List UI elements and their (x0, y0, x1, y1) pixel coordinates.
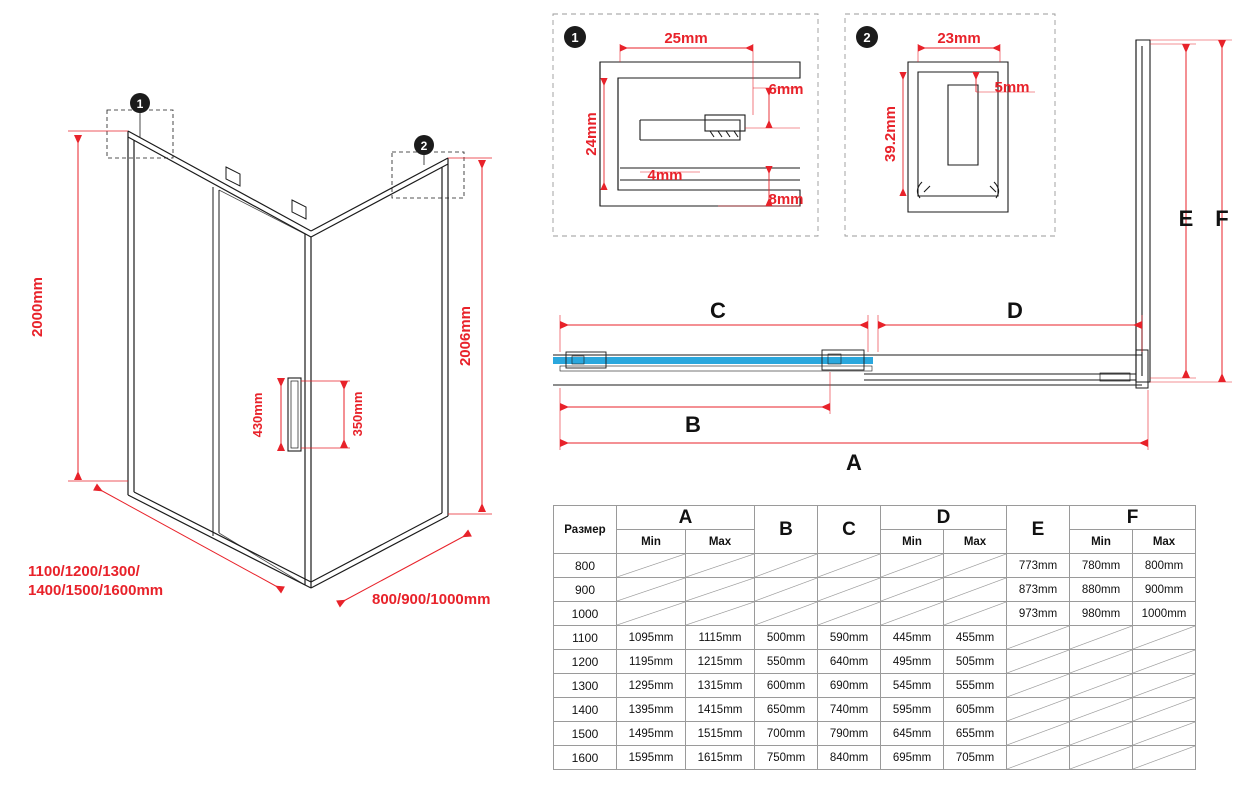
dim-height-2006-label: 2006mm (457, 305, 474, 367)
table-row (554, 674, 1196, 698)
svg-text:2: 2 (863, 30, 871, 45)
cell-f-min: 780mm (1070, 554, 1133, 578)
cell-e: 773mm (1007, 554, 1070, 578)
cell-f-min (1070, 626, 1133, 650)
cell-f-max: 1000mm (1133, 602, 1196, 626)
svg-text:1: 1 (136, 97, 144, 111)
letter-E: E (1178, 206, 1194, 231)
cell-d-min (881, 554, 944, 578)
cell-a-max (686, 602, 755, 626)
cell-d-max: 455mm (944, 626, 1007, 650)
cell-f-min: 880mm (1070, 578, 1133, 602)
table-row (554, 554, 1196, 578)
cell-e (1007, 746, 1070, 770)
table-row (554, 602, 1196, 626)
letter-C: C (710, 298, 726, 323)
cell-a-max: 1615mm (686, 746, 755, 770)
size-table (553, 505, 1196, 770)
row-size-label: 1000 (554, 602, 617, 626)
detail-2-dim-5mm: 5mm (994, 79, 1030, 96)
row-size-label: 900 (554, 578, 617, 602)
table-col-D: D (881, 506, 1007, 530)
letter-B: B (685, 412, 701, 437)
table-row (554, 698, 1196, 722)
cell-f-min (1070, 674, 1133, 698)
table-col-D-min: Min (881, 530, 944, 554)
cell-c (818, 578, 881, 602)
table-col-C: C (818, 506, 881, 554)
table-col-A-min: Min (617, 530, 686, 554)
cell-d-max (944, 554, 1007, 578)
cell-c: 840mm (818, 746, 881, 770)
table-col-F-min: Min (1070, 530, 1133, 554)
cell-f-max (1133, 746, 1196, 770)
size-table-wrap (553, 505, 1196, 770)
cell-f-min (1070, 650, 1133, 674)
width-options-label: 1100/1200/1300/ 1400/1500/1600mm (28, 563, 164, 599)
cell-a-min (617, 602, 686, 626)
cell-f-max (1133, 650, 1196, 674)
cell-a-min: 1395mm (617, 698, 686, 722)
detail-1-dim-25mm: 25mm (664, 30, 708, 47)
svg-text:2: 2 (420, 139, 428, 153)
letter-D: D (1007, 298, 1023, 323)
table-header-row-1 (554, 506, 1196, 530)
dim-A (560, 390, 1148, 450)
detail-2-dim-23mm: 23mm (937, 30, 981, 47)
cell-d-min: 545mm (881, 674, 944, 698)
row-size-label: 1200 (554, 650, 617, 674)
cell-d-max: 705mm (944, 746, 1007, 770)
cell-a-max: 1515mm (686, 722, 755, 746)
table-corner-label: Размер (554, 506, 617, 554)
cell-e: 873mm (1007, 578, 1070, 602)
cell-c: 790mm (818, 722, 881, 746)
cell-c: 590mm (818, 626, 881, 650)
detail-1-dimensions (604, 44, 800, 206)
cell-c: 690mm (818, 674, 881, 698)
cell-c: 740mm (818, 698, 881, 722)
cell-d-max: 505mm (944, 650, 1007, 674)
table-row (554, 746, 1196, 770)
table-col-A: A (617, 506, 755, 530)
cell-a-min (617, 578, 686, 602)
cell-a-max (686, 554, 755, 578)
cell-d-max: 555mm (944, 674, 1007, 698)
cell-d-min: 695mm (881, 746, 944, 770)
enclosure-isometric-view (128, 131, 448, 588)
cell-a-max: 1315mm (686, 674, 755, 698)
row-size-label: 1300 (554, 674, 617, 698)
cell-f-min (1070, 698, 1133, 722)
table-col-A-max: Max (686, 530, 755, 554)
cell-a-min: 1495mm (617, 722, 686, 746)
cell-c: 640mm (818, 650, 881, 674)
cell-e (1007, 650, 1070, 674)
cell-e (1007, 626, 1070, 650)
detail-1-dim-6mm: 6mm (768, 81, 804, 98)
cell-b: 500mm (755, 626, 818, 650)
table-row (554, 650, 1196, 674)
cell-a-max: 1415mm (686, 698, 755, 722)
letter-A: A (846, 450, 862, 475)
cell-d-max (944, 578, 1007, 602)
dim-height-2000-label: 2000mm (29, 276, 46, 338)
cell-e (1007, 722, 1070, 746)
detail-1-dim-8mm: 8mm (768, 191, 804, 208)
cell-c (818, 602, 881, 626)
table-row (554, 626, 1196, 650)
svg-text:1: 1 (571, 30, 579, 45)
table-col-E: E (1007, 506, 1070, 554)
cell-d-max (944, 602, 1007, 626)
cell-b (755, 602, 818, 626)
table-col-F-max: Max (1133, 530, 1196, 554)
cell-f-max (1133, 626, 1196, 650)
cell-f-max (1133, 698, 1196, 722)
cell-f-min (1070, 746, 1133, 770)
dim-handle-350-label: 350mm (350, 391, 365, 437)
cell-e (1007, 674, 1070, 698)
cell-a-max: 1115mm (686, 626, 755, 650)
cell-a-min: 1195mm (617, 650, 686, 674)
row-size-label: 800 (554, 554, 617, 578)
dim-handle-430-label: 430mm (250, 392, 265, 438)
detail-1-dim-24mm: 24mm (583, 112, 600, 156)
table-col-F: F (1070, 506, 1196, 530)
cell-e (1007, 698, 1070, 722)
cell-b (755, 554, 818, 578)
detail-2-profile (908, 62, 1008, 212)
detail-2-dim-39mm: 39.2mm (882, 106, 899, 162)
cell-d-min: 645mm (881, 722, 944, 746)
cell-e: 973mm (1007, 602, 1070, 626)
plan-view (553, 350, 1148, 388)
cell-f-max: 800mm (1133, 554, 1196, 578)
row-size-label: 1600 (554, 746, 617, 770)
table-row (554, 722, 1196, 746)
cell-d-min (881, 578, 944, 602)
depth-options-label: 800/900/1000mm (372, 591, 491, 608)
cell-a-min: 1095mm (617, 626, 686, 650)
cell-a-min: 1595mm (617, 746, 686, 770)
detail-2-frame (845, 14, 1055, 236)
cell-d-min: 445mm (881, 626, 944, 650)
cell-b: 550mm (755, 650, 818, 674)
cell-d-max: 655mm (944, 722, 1007, 746)
letter-F: F (1215, 206, 1229, 231)
dim-height-2000 (68, 131, 128, 481)
cell-c (818, 554, 881, 578)
cell-d-min: 495mm (881, 650, 944, 674)
row-size-label: 1100 (554, 626, 617, 650)
cell-f-max: 900mm (1133, 578, 1196, 602)
detail-2-dimensions (903, 44, 1035, 196)
cell-b: 750mm (755, 746, 818, 770)
cell-b (755, 578, 818, 602)
cell-f-min: 980mm (1070, 602, 1133, 626)
size-table-body (554, 554, 1196, 770)
dim-handle-350 (301, 381, 350, 448)
side-elevation (1136, 40, 1150, 382)
table-row (554, 578, 1196, 602)
detail-1-dim-4mm: 4mm (647, 167, 683, 184)
cell-a-min (617, 554, 686, 578)
cell-f-max (1133, 722, 1196, 746)
cell-a-max: 1215mm (686, 650, 755, 674)
cell-d-min (881, 602, 944, 626)
table-col-D-max: Max (944, 530, 1007, 554)
row-size-label: 1400 (554, 698, 617, 722)
dim-B (560, 372, 830, 414)
cell-b: 700mm (755, 722, 818, 746)
cell-f-min (1070, 722, 1133, 746)
cell-d-min: 595mm (881, 698, 944, 722)
cell-a-max (686, 578, 755, 602)
cell-d-max: 605mm (944, 698, 1007, 722)
cell-f-max (1133, 674, 1196, 698)
cell-b: 650mm (755, 698, 818, 722)
cell-a-min: 1295mm (617, 674, 686, 698)
row-size-label: 1500 (554, 722, 617, 746)
table-col-B: B (755, 506, 818, 554)
cell-b: 600mm (755, 674, 818, 698)
